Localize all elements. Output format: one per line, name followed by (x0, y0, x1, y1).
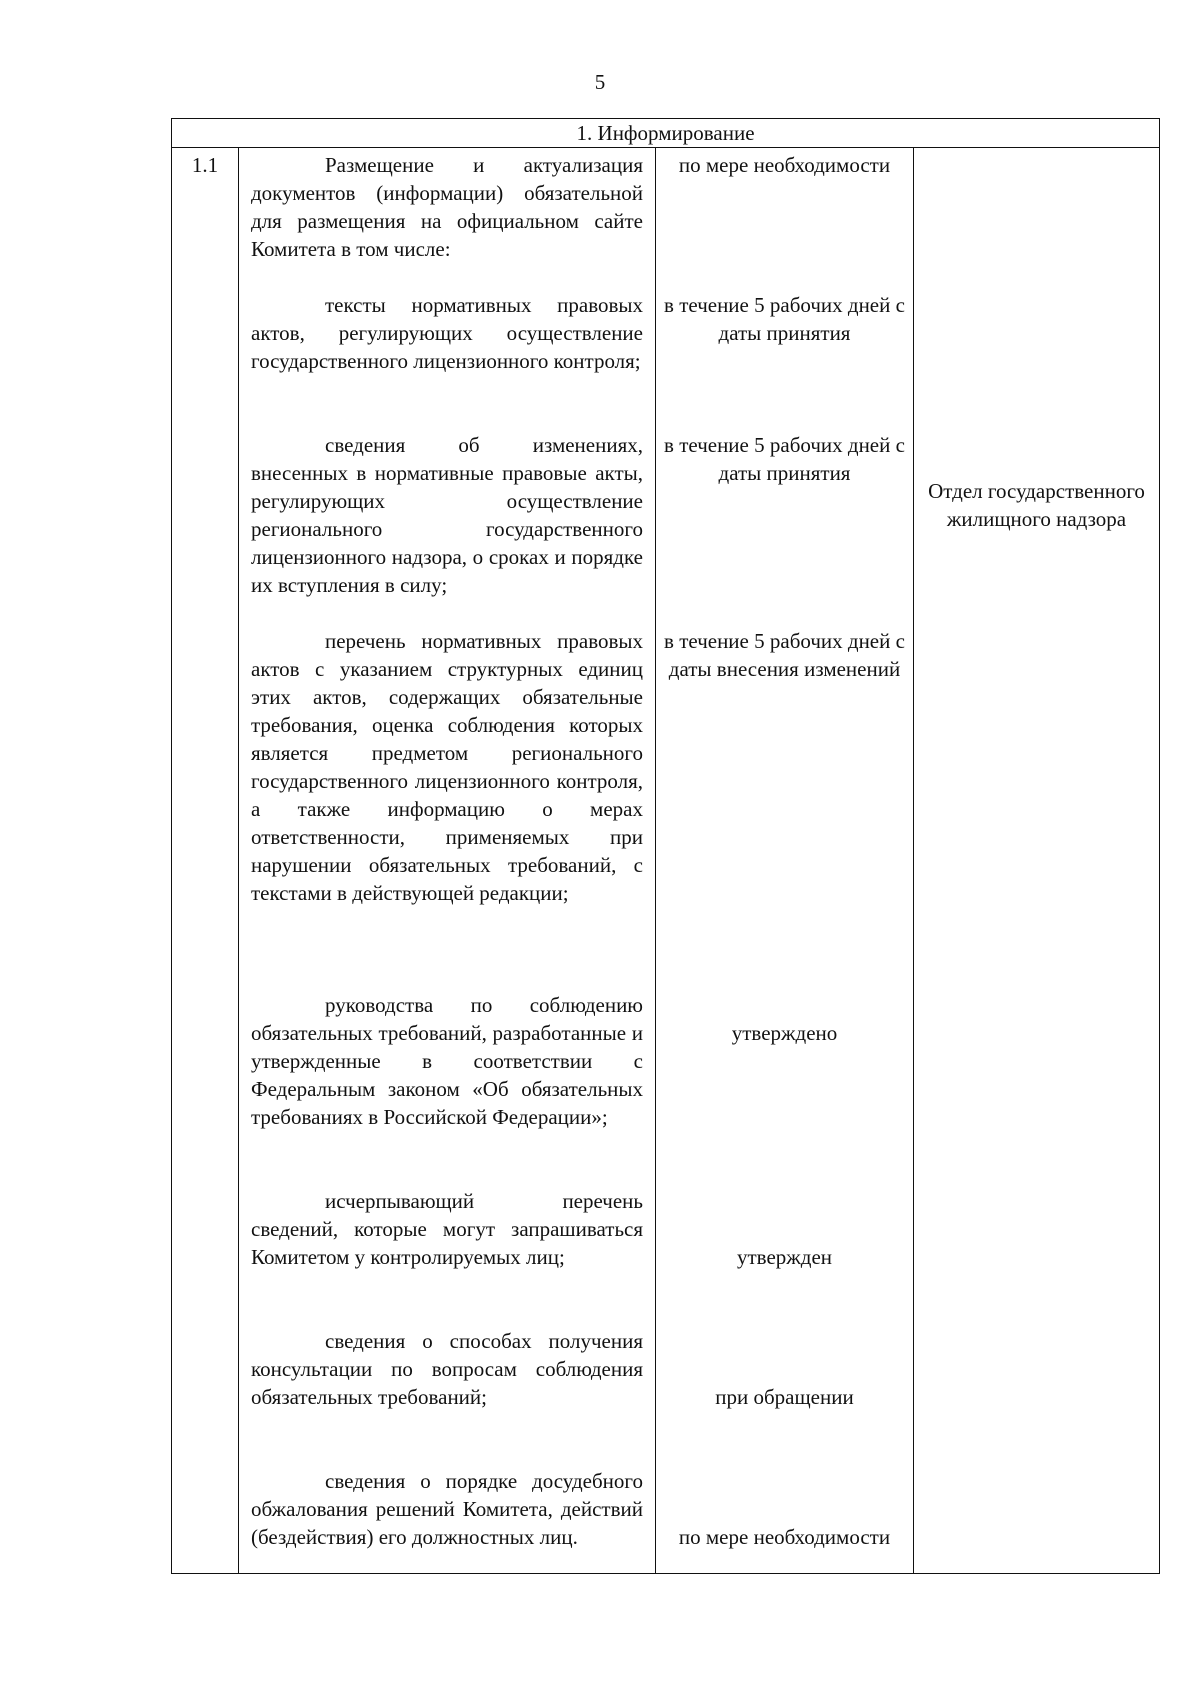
section-title: 1. Информирование (172, 119, 1160, 148)
measures-table (171, 118, 1160, 1574)
deadline-text: утверждено (731, 1021, 838, 1045)
deadline-cell (656, 148, 914, 1574)
responsible-department: Отдел государственного жилищного надзора (928, 478, 1145, 531)
deadline-text: в течение 5 рабочих дней с даты принятия (664, 293, 905, 345)
list-item-text: сведения об изменениях, внесенных в нормативные правовые акты, регулирующих осуществление регионального государственного лицензионного надзора, о сроках и порядке их вступления в силу; (251, 433, 643, 597)
list-item-text: перечень нормативных правовых актов с указанием структурных единиц этих актов, содержащих обязательные требования, оценка соблюдения которых является предметом регионального государственного лицензионного контроля, а также информацию о мерах ответственности, применяемых при нарушении обязательных требований, с текстами в действующей редакции; (251, 629, 643, 905)
section-header-row (172, 119, 1160, 148)
deadline-text: по мере необходимости (678, 1525, 891, 1549)
deadline-text: утвержден (736, 1245, 833, 1269)
intro-text: Размещение и актуализация документов (информации) обязательной для размещения на официальном сайте Комитета в том числе: (251, 153, 643, 261)
description-cell (239, 148, 656, 1574)
list-item-text: исчерпывающий перечень сведений, которые могут запрашиваться Комитетом у контролируемых лиц; (251, 1189, 643, 1269)
table-row (172, 148, 1160, 1574)
list-item-text: сведения о способах получения консультации по вопросам соблюдения обязательных требований; (251, 1329, 643, 1409)
deadline-text: при обращении (715, 1385, 854, 1409)
list-item-text: руководства по соблюдению обязательных требований, разработанные и утвержденные в соответствии с Федеральным законом «Об обязательных требованиях в Российской Федерации»; (251, 993, 643, 1129)
deadline-text: в течение 5 рабочих дней с даты принятия (664, 433, 905, 485)
list-item-text: сведения о порядке досудебного обжалования решений Комитета, действий (бездействия) его должностных лиц. (251, 1469, 643, 1549)
page-number: 5 (594, 70, 606, 94)
deadline-text: по мере необходимости (678, 153, 891, 177)
responsible-cell (914, 148, 1160, 1574)
deadline-text: в течение 5 рабочих дней с даты внесения изменений (664, 629, 905, 681)
row-number: 1.1 (172, 148, 239, 1574)
list-item-text: тексты нормативных правовых актов, регулирующих осуществление государственного лицензионного контроля; (251, 293, 643, 373)
